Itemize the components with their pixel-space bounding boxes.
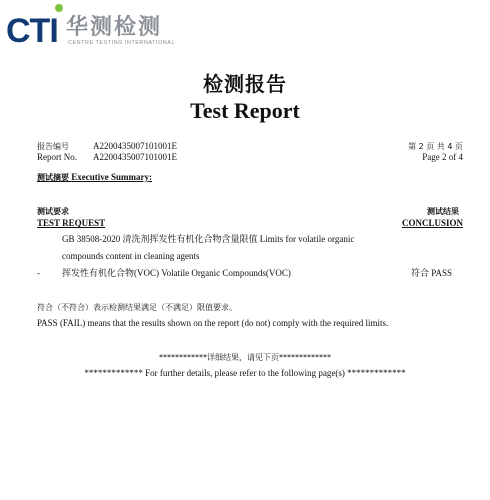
logo-dot-icon (55, 4, 63, 12)
summary-heading-en: Executive Summary: (71, 172, 152, 182)
page-number-en: Page 2 of 4 (422, 152, 463, 162)
item-voc-result: 符合 PASS (411, 268, 452, 278)
conclusion-header-cn: 测试结果 (427, 207, 459, 216)
test-request-header-en: TEST REQUEST (37, 218, 106, 228)
note-cn: 符合（不符合）表示检测结果满足（不满足）限值要求。 (37, 303, 237, 312)
test-request-header-cn: 测试要求 (37, 207, 69, 216)
cti-logo (6, 14, 58, 48)
note-en: PASS (FAIL) means that the results shown on the report (do not) comply with the required limits. (37, 318, 389, 328)
page-number-cn: 第 2 页 共 4 页 (408, 142, 463, 151)
footer-note-en: ************* For further details, please refer to the following page(s) ************* (84, 368, 406, 378)
logo-english-name: CENTRE TESTING INTERNATIONAL (68, 40, 176, 46)
logo-mark-text: CTI (6, 12, 58, 50)
standard-line-2: compounds content in cleaning agents (62, 251, 200, 261)
item-voc-text: 挥发性有机化合物(VOC) Volatile Organic Compounds(VOC) (62, 268, 291, 278)
logo-chinese-name: 华测检测 (66, 15, 163, 40)
footer-note-cn: ************详细结果，请见下页************* (159, 353, 331, 362)
report-no-value-en: A2200435007101001E (93, 152, 177, 162)
report-no-value: A2200435007101001E (93, 141, 177, 151)
executive-summary-heading (37, 172, 152, 183)
report-title-english: Test Report (190, 98, 300, 123)
standard-line-1: GB 38508-2020 清洗剂挥发性有机化合物含量限值 Limits for volatile organic (62, 234, 355, 244)
summary-heading-cn: 测试摘要 (37, 173, 69, 182)
conclusion-header-en: CONCLUSION (401, 218, 463, 228)
report-no-label-en: Report No. (37, 152, 77, 162)
report-title-chinese: 检测报告 (203, 72, 287, 96)
report-no-label-cn: 报告编号 (37, 142, 69, 151)
item-bullet: - (37, 268, 40, 278)
